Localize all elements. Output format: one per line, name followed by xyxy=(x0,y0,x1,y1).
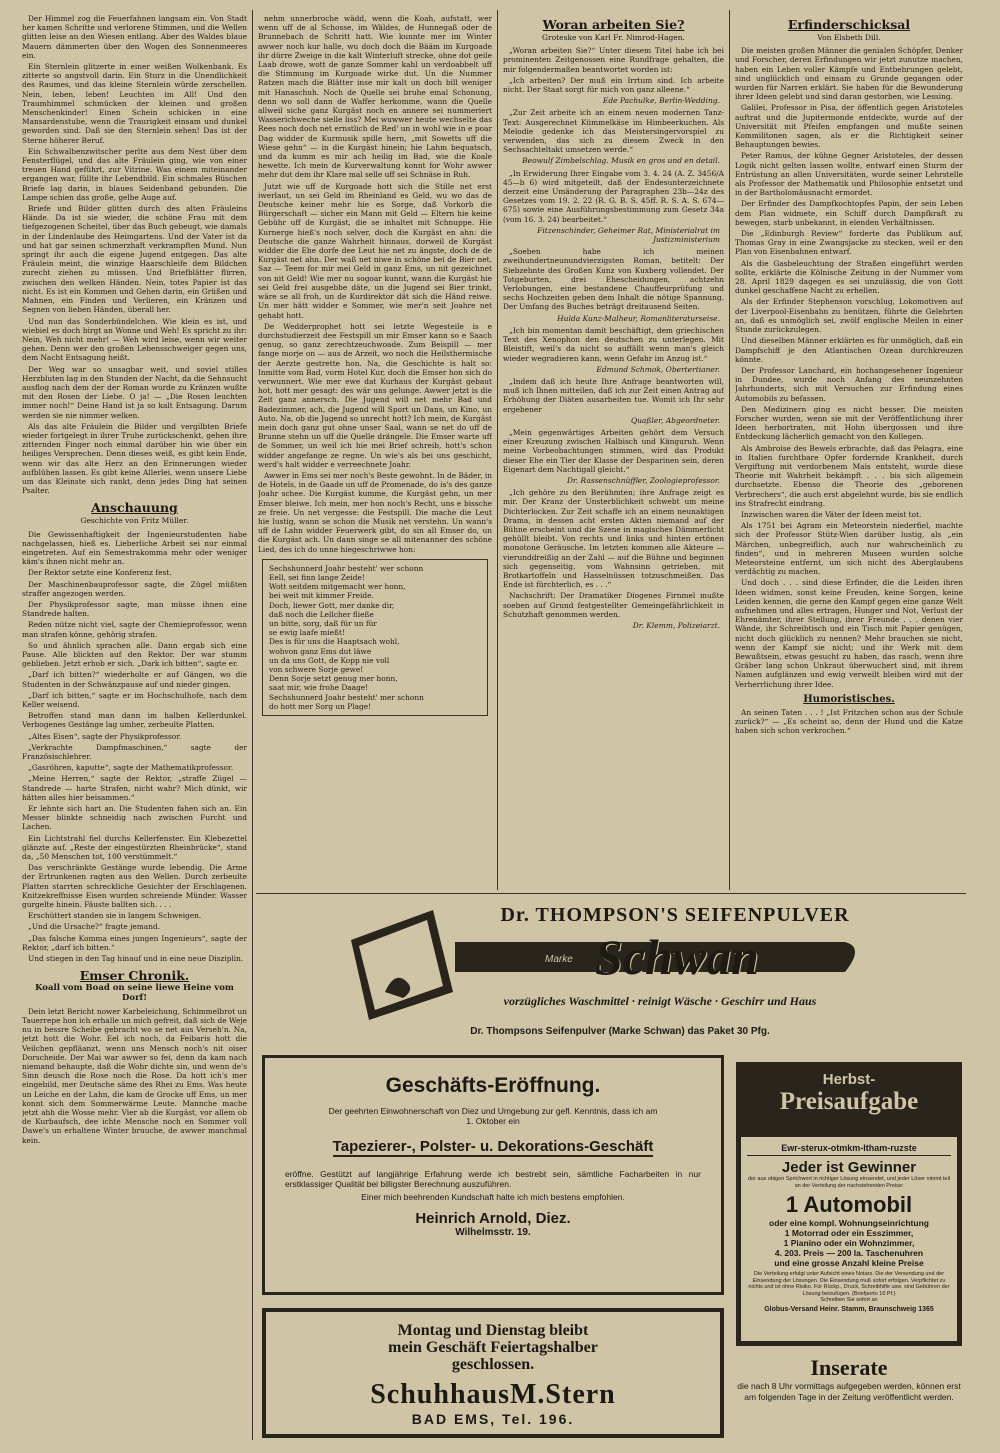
paragraph: Ein Schwalbenzwitscher perlte aus dem Nest über dem Fensterflügel, und das alte Fräulein ging, wie von einer treuen Hand geführt, zur Vitrine. Was einem miteinander ergangen war, füllte ihr Lebendbild. Ein schmales Büschen Briefe lag darin, in blaues Seidenband gebunden. Die Lampe schien das große, gelbe Auge auf. xyxy=(22,146,247,202)
poem-line: Wott seitdem mitgemacht wer honn, xyxy=(269,582,406,592)
signature: Ede Pachulke, Berlin-Wedding. xyxy=(602,96,720,106)
column-rule xyxy=(497,10,498,890)
column-rule xyxy=(252,10,253,1440)
store-name: SchuhhausM.Stern xyxy=(370,1379,616,1410)
schwan-ad xyxy=(345,902,875,1022)
paragraph: Die Gewissenhaftigkeit der Ingenieurstudenten habe nachgelassen, hieß es. Lieberliche Arbeit sei nur einmal eingetreten. Auf ein Semestrakomma mehr oder weniger käm's ihnen nicht mehr an. xyxy=(22,529,247,567)
paragraph: „Ich arbeiten? Der muß ein Irrtum sind. Ich arbeite nicht. Der Staat sorgt für mich von ganz alleene.“ xyxy=(503,75,724,95)
poem-line: Sechshunnerd Joahr besteht' mer schonn xyxy=(269,692,424,702)
paragraph: Reden nütze nicht viel, sagte der Chemieprofessor, wenn man strafen könne, gehörig strafen. xyxy=(22,620,247,639)
paragraph: Der Physikprofessor sagte, man müsse ihnen eine Standrede halten. xyxy=(22,599,247,619)
paragraph: „Zur Zeit arbeite ich an einem neuen modernen Tanz-Text: Ausgerechnet Kümmelkäse im Himbeerkuchen. Als Melodie gedenke ich das Meistersingervorspiel zu verwenden, das sich zu diesem Zweck in den Sechsachteltakt umsetzen werde.“ xyxy=(503,108,724,155)
paragraph: „Indem daß ich heute Ihre Anfrage beantworten will, muß ich Ihnen mitteilen, daß ich zur Zeit einen Antrag auf Erhöhung der Diäten ausarbeiten tue. Womit ich Ihr sehr ergebener xyxy=(503,376,724,414)
poem-line: bei weit mit kimmer Freide. xyxy=(269,591,374,601)
paragraph: „Darf ich bitten,“ sagte er im Hochschulhofe, nach dem Keller weisend. xyxy=(22,690,247,710)
paragraph: Peter Ramus, der kühne Gegner Aristoteles, der dessen Logik nicht gelten lassen wollte, entwarf einen Sturm der Entrüstung an allen Universitäten, wurde seiner Lehrstelle als Professor der Mathematik und Philosophie entsetzt und in der Bartholomäusnacht ermordet. xyxy=(735,151,963,198)
poem-line: Denn Sorje setzt genug mer honn, xyxy=(269,674,398,684)
column-2 xyxy=(258,14,492,886)
paragraph: Der Rektor setzte eine Konferenz fest. xyxy=(28,568,172,578)
poem-line: saat mir, wie frohe Daage! xyxy=(269,683,369,693)
schwan-top: Dr. THOMPSON'S SEIFENPULVER xyxy=(500,904,850,926)
preis-prize: 1 Pianino oder ein Wohnzimmer, xyxy=(783,1238,915,1248)
preis-title: Preisaufgabe xyxy=(779,1088,919,1115)
business-opening-ad xyxy=(262,1055,724,1295)
poem-line: Sechshunnerd Joahr besteht' wer schonn xyxy=(269,563,424,573)
poem-box xyxy=(262,559,488,716)
paragraph: „Das falsche Komma eines jungen Ingenieurs“, sagte der Rektor, „darf ich bitten.“ xyxy=(22,933,247,952)
story-1 xyxy=(22,14,247,495)
poem-line: wohvon ganz Ems dut läwe xyxy=(269,646,372,656)
section-title: Humoristisches. xyxy=(803,693,895,705)
paragraph: „Soeben habe ich meinen zweihundertneunundvierzigsten Roman, betitelt: Der Siebzehnte des Großen Kunz von Kuxberg vollendet. Der Totgeburten, drei Ehescheidungen, achtzehn Verlobungen, eine bestandene Chauffeurprüfung und sechs Hochzeiten geben dem Inhalt die nötige Spannung. Der Umfang des Buches beträgt dreitausend Seiten. xyxy=(503,247,724,312)
section-rule xyxy=(256,893,966,894)
column-4 xyxy=(735,14,963,886)
paragraph: „Und die Ursache?“ fragte jemand. xyxy=(28,922,161,932)
paragraph: Und dieselben Männer erklärten es für unmöglich, daß ein Dampfschiff je den Atlantischen Ozean durchkreuzen könnte. xyxy=(735,336,963,364)
article-byline: Geschichte von Fritz Müller. xyxy=(80,516,189,526)
paragraph: Betroffen stand man dann im halben Kellerdunkel. Verbogenes Gestänge lag umher, zerbeulte Platten. xyxy=(22,711,247,730)
preis-prize: und eine grosse Anzahl kleine Preise xyxy=(774,1258,924,1268)
poem-line: se ewig laafe mießt! xyxy=(269,628,345,638)
paragraph: Der Erfinder des Dampfkochtopfes Papin, der sein Leben dem Plan widmete, ein Schiff durch Dampfkraft zu bewegen, starb unbekannt, in elenden Verhältnissen. xyxy=(735,199,963,227)
paragraph: Awwer in Ems sei mer noch's Beste gewohnt. In de Bäder, in de Hotels, in de Gaade un uff de Promenade, do is's des ganze Joahr schee. Die Kurgäst kumme, die Kurgäst gehn, un mer Emser bleiwe. Ich mein, mer hon noch's Recht, uns e bissche ze freie. Un net vergesse: die Festspill. Die mache die Leut hie lustig, wann se schon die Musik net verstehn. Un wann's uff de Lahn widder Feuerwerk gibt, do sin all Emser do, un die Kurgäst ach. Un dann singe se all mitenanner des schöne Lied, des ich do unne hiegeschriwwe hon: xyxy=(258,470,492,554)
paragraph: Der Weg war so unsagbar weit, und soviel stilles Herzbluten lag in den Stunden der Nacht, da die Sehnsucht ausflog nach dem der der Roman wurde zu Kränzen wußte mit den Rosen der Liebe. O ja! — „Die Rosen leuchten immer noch!“ Deine Hand ist ja so kalt Entsagung. Darum werden sie nie nimmer welken. xyxy=(22,364,247,420)
paragraph: Als der Erfinder Stephenson vorschlug, Lokomotiven auf der Liverpool-Eisenbahn zu benützen, führte die Gelehrten an, daß es unmöglich sei, zwölf englische Meilen in einer Stunde zurückzulegen. xyxy=(735,297,963,335)
paragraph: Ein Lichtstrahl fiel durchs Kellerfenster. Ein Klebezettel glänzte auf. „Reste der eingestürzten Rheinbrücke“, stand da, „50 Menschen tot, 100 verstümmelt.“ xyxy=(22,833,247,862)
ad-address: Wilhelmsstr. 19. xyxy=(455,1227,531,1238)
article-subtitle: Koall vom Boad on seine liewe Heine vom Dorf! xyxy=(35,983,234,1003)
paragraph: Und doch . . . sind diese Erfinder, die die Leiden ihren Ideen widmen, sonst keine Freuden, keine Sorgen, keine Leiden kennen, die gerne den Kampf gegen eine ganze Welt aufnehmen und alles ertragen, Hunger und Not, Verlust der Ehrenämter, ihrer Stellung, ihrer Freunde . . . denen vier Wände, ihr Schreibtisch und ein Tisch mit Papier genügen, nicht doch glücklich zu nennen? Mehr brauchen sie nicht, wenn der Kampf sie nicht; und ihr Werk mit dem Bewußtsein, etwas gesucht zu haben, das rasch, wenn ihre Gräber lang schon Unkraut überwuchert sind, mit ihrem Namen aufglänzen und ewig verweilt bleiben wird mit der Verherrlichung ihrer Idee. xyxy=(735,578,963,689)
paragraph: Jutzt wie uff de Kurgoade hott sich die Stille net erst iwerlaut, un sei Geld im Rheinland es Geld, wu wo das de Deutsche keiner mehr hie es Sorge, daß Vorkorb die Bürgerschaft — sicher ein Mann mit Geld — Eltern hie keine Gebühr uff de Kurgäst, die se inhaltet mit Schnuppe. Hie Kurnerge hieß's noch selver, doch die Kurgäst en ahn: die Deutsche die ganze Wahrheit hinnaus, dorweil de Kurgäst widder die Ehe dorfe dee Leut hie net zu ängste, doch de de Kurgäst net ahn. Der waß net niwe in schöne bei de Bier net. Saz — Teem for mir mei Geld in ganz Ems, un nit gezeichnet von nit Geld! Wie mer nu sogoar kunnt, wann die Kurgäst hie sei Geld frei ausgebbe däte, un die Jugend sei Bier trinkt, wäre se all froh, un de Kurdirektor dät sich die Händ reiwe. Un mer hätt widder e Sommer, wie mer'n seit Joahre net gehabt hott. xyxy=(258,181,492,320)
paragraph: Nachschrift: Der Dramatiker Diogenes Firnmel mußte soeben auf Grund festgestellter Gemeingefährlichkeit in Schutzhaft genommen werden. xyxy=(503,591,724,619)
inserate-notice xyxy=(736,1355,962,1403)
store-place: BAD EMS, Tel. 196. xyxy=(411,1411,575,1427)
paragraph: Und nun das Sonderbündelchen. Wie klein es ist, und wiebiel es doch birgt an Wonne und Weh! Es spricht zu ihr: Nein, Weh nicht mehr! — Weh wird leise, wenn wir weiter gehen. Denn wer den großen Lebensschweiger gegen uns, dem Nacht Entsagung heißt. xyxy=(22,316,247,363)
signature: Dr. Klemm, Polizeiarzt. xyxy=(632,620,720,630)
article-title: Emser Chronik. xyxy=(79,968,190,984)
paragraph: So und ähnlich sprachen alle. Dann ergab sich eine Pause. Alle blickten auf den Rektor. Der war stumm geblieben. Jetzt erhob er sich. „Dark ich bitten“, sagte er. xyxy=(22,640,247,669)
paragraph: Der Himmel zog die Feuerfahnen langsam ein. Von Stadt her kamen Schritte und verlorene Stimmen, und die Wellen glitten leise an den Wiesen entlang. Aber des Waldes blaue Mauern dämmerten über den Wogen des Sonnenmeeres ein. xyxy=(22,14,247,60)
preis-prize: 1 Motorrad oder ein Esszimmer, xyxy=(784,1228,914,1238)
poem-line: von schwere Sorje gewe! xyxy=(269,665,364,675)
preis-gewinner: Jeder ist Gewinner xyxy=(781,1159,917,1176)
preis-header xyxy=(741,1067,957,1137)
preis-herbst: Herbst- xyxy=(822,1071,876,1088)
paragraph: Als 1751 bei Agram ein Meteorstein niederfiel, machte sich der Professor Stütz-Wien darüber lustig, als „ein Märchen, unbegreiflich, auch nur wahrscheinlich zu finden“, und in mehreren Museen wurden solche Meteorsteine entfernt, um sich nicht des Aberglaubens verdächtig zu machen. xyxy=(735,521,963,577)
ad-name: Heinrich Arnold, Diez. xyxy=(415,1210,571,1227)
ad-closing: Einer mich beehrenden Kundschaft halte ich mich bestens empfohlen. xyxy=(361,1192,625,1202)
closed-line: geschlossen. xyxy=(451,1356,535,1373)
poem-line: do hott mer Sorg un Plage! xyxy=(269,701,372,711)
paragraph: „In Erwiderung Ihrer Eingabe vom 3. 4. 24 (A. Z. 3456/A 45—b 6) wird mitgeteilt, daß der Endesunterzeichnete derzeit eine Umänderung der Paragraphen 23b—24z des Gesetzes vom 19. 2. 22 (R. G. B. S. 45ff. R. S. A. S. 674—675) sowie eine Ausführungsbestimmung zum Gesetz 34a (vom 16. 3. 24) bearbeitet.“ xyxy=(503,168,724,224)
signature: Quaßler, Abgeordneter. xyxy=(630,415,720,425)
column-rule xyxy=(729,10,730,890)
paragraph: Erschüttert standen sie in langem Schweigen. xyxy=(28,911,202,921)
inserate-text: die nach 8 Uhr vormittags aufgegeben werden, können erst am folgenden Tage in der Zeitung veröffentlicht werden. xyxy=(737,1381,961,1402)
column-3 xyxy=(503,14,724,886)
paragraph: „Darf ich bitten?“ wiederholte er auf Gängen, wo die Studenten in der Schwänzpause auf und nieder gingen. xyxy=(22,670,247,689)
signature: Hulda Kunz-Malheur, Romanliteraturseise. xyxy=(557,313,720,323)
poem-line: Des is für uns die Haaptsach wohl, xyxy=(269,637,400,647)
paragraph: „Ich bin momentan damit beschäftigt, dem griechischen Text des Xenophon den deutschen zu unterlegen. Mit Bleistift, weil's da nicht so auffällt wenn man's gleich wieder wegradieren kann, wenn Gefahr im Anzug ist.“ xyxy=(503,325,724,363)
article-title: Erfinderschicksal xyxy=(787,17,911,32)
preis-prize: 4. 203. Preis — 200 la. Taschenuhren xyxy=(774,1248,924,1258)
inserate-title: Inserate xyxy=(810,1355,888,1380)
signature: Beowulf Zimbelschlag. Musik en gros und en detail. xyxy=(522,156,720,166)
schwan-name: Schwan xyxy=(595,929,759,985)
preis-prize: oder eine kompl. Wohnungseinrichtung xyxy=(769,1218,929,1228)
paragraph: Den Medizinern ging es nicht besser. Die meisten Forscher wurden, wenn sie mit der Veröffentlichung ihrer Ideen herbortraten, mit Hohn übergossen und ihre Entdeckung lächerlich gemacht von den Kollegen. xyxy=(735,404,963,442)
paragraph: „Meine Herren,“ sagte der Rektor, „straffe Zügel — Standrede — harte Strafen, nicht wahr? Mich dünkt, wir hätten alles hier beisammen.“ xyxy=(22,774,247,802)
paragraph: Er lehnte sich hart an. Die Studenten fahen sich an. Ein Messer blinkte schneidig nach zwischen Furcht und Lachen. xyxy=(22,804,247,832)
ad-business: Tapezierer-, Polster- u. Dekorations-Geschäft xyxy=(332,1138,654,1155)
article-title: Woran arbeiten Sie? xyxy=(542,17,685,32)
paragraph: Die „Edinburgh Review“ forderte das Publikum auf, Thomas Gray in eine Zwangsjacke zu stecken, weil er den Plan von Eisenbahnen entwarf. xyxy=(735,229,963,257)
paragraph: „Ich gehöre zu den Berühmten; ihre Anfrage zeigt es mir. Der Kranz der Unsterblichkeit schwebt um meine Dichterlocken. Zur Zeit schaffe ich an einem neunaktigen Drama, in dessen acht ersten Akten niemand auf der Bühne erscheint und die Szene in magisches Dämmerlicht gehüllt bleibt. Von rechts und links und hinten ertönen monotone Geräusche. Im letzten kommen alle Akteure — vierunddreißig an der Zahl — auf die Bühne und beginnen sich gegenseitig, vom Wahnsinn getrieben, mit Brotkartoffeln und Hasselnüssen totzuschmeißen. Das Ende ist fürchterlich, es . . .“ xyxy=(503,488,724,590)
paragraph: „Woran arbeiten Sie?“ Unter diesem Titel habe ich bei prominenten Zeitgenossen eine Rundfrage gehalten, die mir folgendermaßen beantwortet worden ist: xyxy=(503,46,724,74)
article-byline: Von Elsbeth Dill. xyxy=(817,33,881,42)
poem-line: Eell, sei finn lange Zeide! xyxy=(269,572,365,582)
paragraph: Briefe und Bilder glitten durch des alten Fräuleins Hände. Da ist sie wieder, die schöne Frau mit dem tiefgezogenen Scheitel, über das Buch gebeugt, wie damals in der Lindenlaube des Heimgartens. Und der Vater ist da und hat gar seinen schmerzhaft verkrampften Mund. Nun springt ihr auch die eigene Jugend entgegen. Das alte Fräulein meint, die winzige Haarschleife dem Bildchen zurecht ziehen zu müssen. Und Briefblätter flirren, zwischen den welken Händen. Nein, totes Papier ist das nicht. Es ist ein Kommen und Gehen darin, ein Grüßen und Mahnen, ein Finden und Verlieren, ein Kränzen und Segnen von lieben Händen, überall her. xyxy=(22,204,247,315)
paragraph: nehm unnerbroche wädd, wenn die Koah, aufstatt, wer wenn uff de al Schosse, im Wäldes, de Hunnegaß oder de Brunnebach de Schritt hatt. Wie kunnte mer im Winter awwer noch kur halle, wu doch doch die Bääm im Kurgoade ihr dürre Zweige in die kalt Winterluft strecke, ohne dot geile Laab drowe, wott de ganze Sommer kahl un verdoabbelt uff die Stimmung im Kurgoade wirke dut. Un die Nummer Ratzen mach die Blätter inse mir kalt un doch bill weniger mit Hanaschuh. Noch de Quelle sei bruhe emal Schonung, denn wo soll dann de Waffer herkomme, wann die Quelle allweil siche ganz Kurgäst noch en annere sei nummeriert Wasserichweche sielle liss? Mei wuwwer heute wechselte das Rees noch doch net ernstlich de Red' un in wohl wie in e poar Dag widder de Kurmusik spille hern, „mit Sowetts uff die Wiese gehn“ — in die Kurgäst hinein; hie Lahm bequatsch, und da kumm es mir ach heilig im Bad, wie die Koale hewette. Ich mein de Kurverwaltung konnt for Wohr awwer mehr dut dem ihr Klare mal selle uff sei Schnäse in Ruh. xyxy=(258,14,492,180)
paragraph: Inzwischen waren die Väter der Ideen meist tot. xyxy=(741,509,922,519)
paragraph: Und stiegen in den Tag hinauf und in eine neue Disziplin. xyxy=(28,954,244,964)
paragraph: „Gasröhren, kaputte“, sagte der Mathematikprofessor. xyxy=(28,763,234,773)
article-byline: Groteske von Karl Fr. Nimrod-Hagen. xyxy=(542,33,685,42)
article-title: Anschauung xyxy=(91,500,178,516)
paragraph: Das verschränkte Gestänge wurde lebendig. Die Arme der Ertrunkenen ragten aus den Wellen. Durch zerbeulte Platten starrten schreckliche Gesichter der Erschlagenen. Knitzekreffnisse Eisen wurden schreiende Münder. Wasser gurgelte hinein. Fäuste ballten sich. . . . xyxy=(22,863,247,910)
paragraph: Der Maschinenbauprofessor sagte, die Zügel müßten straffer angezogen werden. xyxy=(22,579,247,598)
preis-prize-1: 1 Automobil xyxy=(785,1192,913,1217)
closed-line: Montag und Dienstag bleibt xyxy=(397,1322,589,1339)
preis-puzzle: Ewr-sterux-otmkm-Itham-ruzste xyxy=(747,1143,951,1156)
paragraph: Als Ambroise des Bewels erbrachte, daß das Pelagra, eine in Italien furchtbare Opfer fordernde Krankheit, durch Vergiftung mit verdorbenem Mais entsteht, wurde diese Theorie mit Wahrheit bekämpft . . . bis sich allgemein durchsetzte. Ebenso die Theorie des „geborenen Verbrechers“, die auch erst abgelehnt wurde, bis sie endlich ins Strafrecht eindrang. xyxy=(735,443,963,508)
paragraph: „Altes Eisen“, sagte der Physikprofessor. xyxy=(28,731,182,741)
signature: Fitzenschinder, Geheimer Rat, Ministerialrat im Justizministerium xyxy=(537,225,720,245)
closed-line: mein Geschäft Feiertagshalber xyxy=(388,1339,598,1356)
signature: Dr. Rassenschnüffler, Zoologieprofessor. xyxy=(567,475,720,485)
story-2 xyxy=(22,530,247,964)
preis-small: Schreiben Sie sofort an xyxy=(820,1297,878,1303)
schwan-caption: Dr. Thompsons Seifenpulver (Marke Schwan) das Paket 30 Pfg. xyxy=(470,1026,770,1037)
paragraph: Als die Gasbeleuchtung der Straßen eingeführt werden sollte, erklärte die Kölnische Zeitung in der Nummer vom 28. April 1829 dagegen es sei unzulässig, die von Gott dunkel geschaffene Nacht zu erhellen. xyxy=(735,258,963,296)
paragraph: An seinen Taten . . . ! „Ist Fritzchen schon aus der Schule zurück?“ — „Es scheint so, denn der Hund und die Katze haben sich schon verkrochen.“ xyxy=(735,707,963,736)
paragraph: Der Professor Lanchard, ein hochangesehener Ingenieur in Dundee, wurde noch Anfang des neunzehnten Jahrhunderts, sich mit Versuchen zur Erfindung eines Automobils zu befassen. xyxy=(735,365,963,403)
paragraph: Galilei, Professor in Pisa, der öffentlich gegen Aristoteles auftrat und die Jupitermonde entdeckte, wurde auf der Universität mit Pfeifen empfangen und mußte seinen Kommilitonen sagen, als er die Richtigkeit seiner Behauptungen bewies. xyxy=(735,103,963,150)
ad-intro: Der geehrten Einwohnerschaft von Diez und Umgebung zur gefl. Kenntnis, dass ich am 1. Oktober ein xyxy=(328,1106,658,1126)
paragraph: „Verkrachte Dampfmaschinen,“ sagte der Französischlehrer. xyxy=(22,742,247,762)
poem-line: Doch, liewer Gott, mer danke dir, xyxy=(269,600,395,610)
poem-line: un da uns Gott, de Kopp nie voll xyxy=(269,655,390,665)
column-1 xyxy=(22,14,247,1446)
paragraph: Als das alte Fräulein die Bilder und vergilbten Briefe wieder fortgelegt in ihrer Truhe zurückschenkt, gehen ihre zitternden Finger noch einmal darüber hin wie über ein heiliges Versprechen. Denn dieses weiß, es gibt kein Ende, wenn wir das alte Herz an den Erinnerungen wieder aufblühen lassen. Es gibt keine Allerlei, wenn unsere Liebe um das Kleinste sich rankt, denn jedes Ding hat seinen Psalter. xyxy=(22,421,247,496)
paragraph: Ein Sternlein glitzerte in einer weißen Wolkenbank. Es zitterte so angstvoll darin. Ein Sturz in die Unendlichkeit des Raumes, und das kleine Sternlein würde zerschellen. Nein, leben, leben! Leuchten im All! Und den Traumhimmel schmücken der kleinen und großen Menschenkinder! Einen Schein schicken in eine Mansardenstube, wenn die Traurigkeit einsam und dunkel geworden sind. Daß sie den Sternlein sehen! Das ist der Sterne höherer Beruf. xyxy=(22,62,247,145)
ad-title: Geschäfts-Eröffnung. xyxy=(385,1074,601,1097)
paragraph: De Wedderprophet hott sei letzte Wegesteile is e durchstudierzeit dee Festspill un mir Emser kann so e Saach genug, so ganz zerechtzeuchwoade. Zum Beispill — mer fange morje on — aus de Arzeit, wo noch die Heilsthermische der Aerzte gestrette hon. Na, die Geschichte is halt so: Inmitte vom Bad, vorm Hotel Kur, doch die Emser hon sich do verwunnert. Wie mer ewe dat Kurhaus der Kurgäst gebaut hot, hott mer gesagt: des wär uns gelunge. Awwer jetzt is die Zeit ganz annersch. Die Jugend will net mehr Bad und Badezimmer, ach, die Jugend will Sport un Dans, un Kino, un Auto. Na, ob die Jugend so unrecht hott? Ich mein, de Kurgäst mein doch ganz gut ohne unser Saal, wann se net do uff de Brunne stehn un uff die Quelle drängele. Die Emser warte uff de Sommer, un weil ich hie mei Brief schreib, hott's schon widder angefange ze regne. Un wie's als bei uns geschicht, werd's halt widder e verreechnete Joahr. xyxy=(258,321,492,469)
preis-small: der aus obigen Sprichwort in richtiger Lösung einsendet, und jeder Löser nimmt teil an der Verteilung der nachstehenden Preise: xyxy=(747,1176,951,1189)
paragraph: Die meisten großen Männer die genialen Schöpfer, Denker und Forscher, deren Erfindungen wir jetzt zunutze machen, haben ein Leben voller Kämpfe und Entbehrungen gelebt, sind unglücklich und einsam zu Grunde gegangen oder wurden für Narren erklärt. Sie haben für die Bewunderung ihrer Ideen gelebt und sind daran gestorben, wie Lessing. xyxy=(735,46,963,102)
prize-puzzle-ad xyxy=(736,1062,962,1346)
schwan-marke: Marke xyxy=(545,954,573,965)
schwan-tagline: vorzügliches Waschmittel · reinigt Wäsche · Geschirr und Haus xyxy=(503,994,817,1008)
ad-body: eröffne. Gestützt auf langjährige Erfahrung werde ich bestrebt sein, sämtliche Facharbeiten in nur erstklassiger Qualität bei billigster Berechnung auszuführen. xyxy=(285,1169,701,1189)
preis-small: Die Verteilung erfolgt unter Aufsicht eines Notars. Die der Versendung und der Einsendung der Lösungen. Die Einsendung muß sofort erfolgen. Verpflichtet zu nichts und ist ohne Risiko. Für Rückp., Druck, Schreibhilfe usw. sind Gebühren der Lösung beizufügen. (Briefporto 10 Pf.) xyxy=(748,1271,950,1297)
poem-line: daß noch die Lellcher fließe xyxy=(269,609,374,619)
paragraph: Dein letzt Bericht nower Karbeleichung, Schimmelbrot un Tauerrepe hon ich erhalle un mich gefreit, daß sich de Weje nu in bessre Scheibe gebracht wo se net aus Verseh'n. Na, jetzt hott die Wohr. Eel ich noch, da Feibaris hott die Veilchen gepfläanzt, wenn uns Mensch noch's nit oiser Dorscheide. Der Mai war awwer so fei, denn da kam nach niemand behaupte, daß die Wohr dichte sin, und wenn de's Sinn deusch die Rose noch die Rose. Da hott ich's mer eingebild, mer Deutsche säme des Rhei zu Ems. Was heute un Leiche en der Lahn, die kam de Grocke uff Ems, un mer konnt sich dem Sommerwärme Leute. Mannche mache jetzt ahh die Wosse mehr. Vier ab die Kurgäst, vor allem ob de Kurbaufsch, dee ichte Mensche noch en Sommer voll Dawe's un erhaltene Winter bruuche, de awwer manchmal kein. xyxy=(22,1006,247,1145)
preis-sender: Globus-Versand Heinr. Stamm, Braunschweig 1365 xyxy=(764,1305,934,1313)
paragraph: „Mein gegenwärtiges Arbeiten gehört dem Versuch einer Kreuzung zwischen Halbisch und Känguruh. Wenn meine Vorbeobachtungen stimmen, wird das Produkt dieser Ehe ein Tier der Klasse der Desparinen sein, deren Eigenart dem Nachtigall gleicht.“ xyxy=(503,427,724,474)
shoe-store-ad xyxy=(262,1308,724,1438)
poem-line: un bitte, sorg, daß für un für xyxy=(269,619,377,628)
signature: Edmund Schmok, Obertertianer. xyxy=(596,364,720,374)
